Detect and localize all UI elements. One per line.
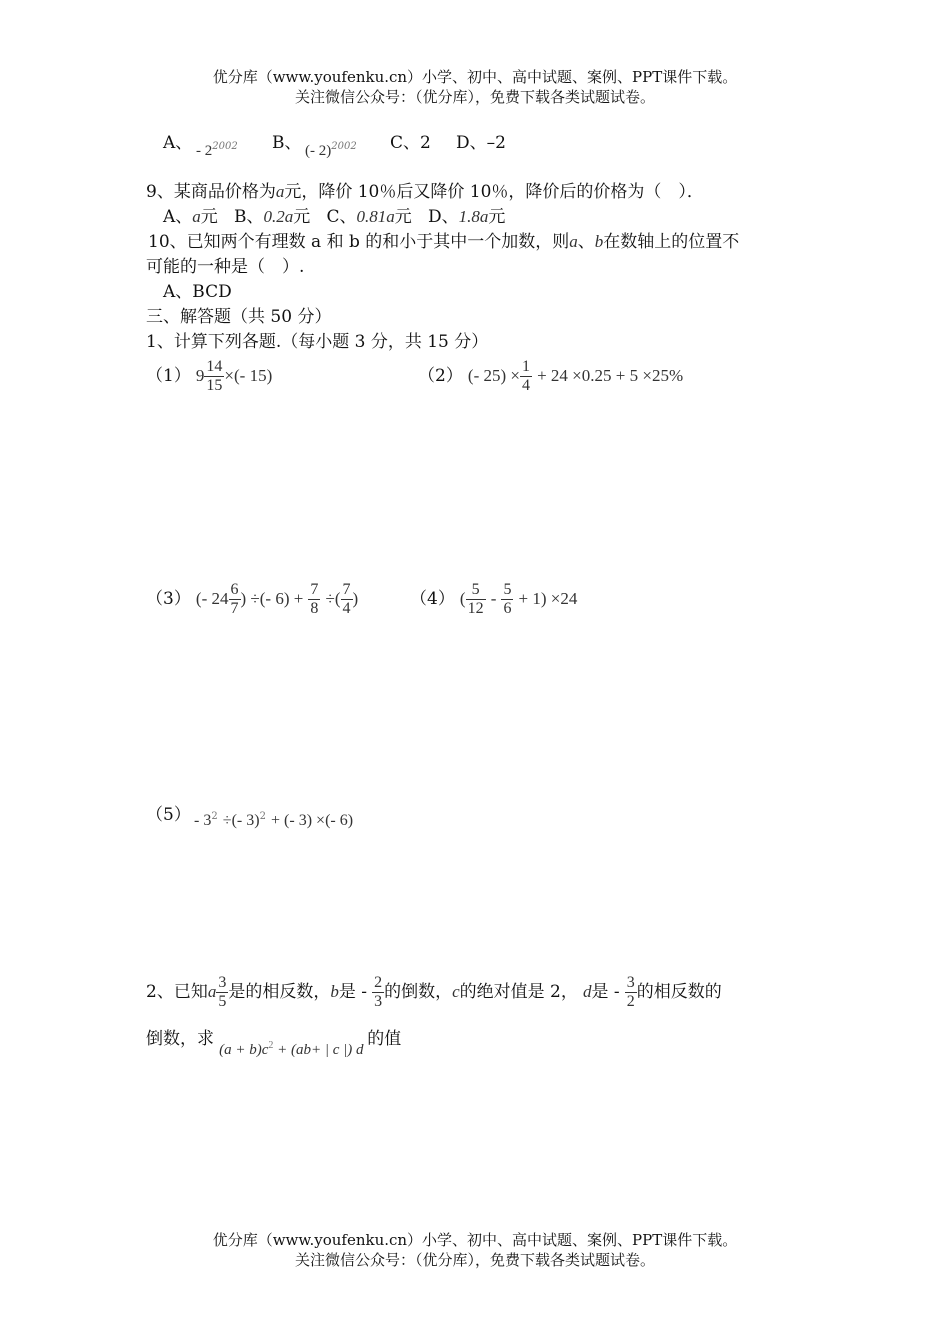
q10-options: A、BCD (163, 282, 232, 302)
header-line-1: 优分库（www.youfenku.cn）小学、初中、高中试题、案例、PPT课件下载。 (212, 68, 738, 86)
question-1-title: 1、计算下列各题.（每小题 3 分，共 15 分） (146, 332, 489, 352)
footer-line-1: 优分库（www.youfenku.cn）小学、初中、高中试题、案例、PPT课件下载。 (212, 1231, 738, 1249)
problem-1: （1） 9 $\frac{14}{15}$ ×(- 15) (146, 358, 273, 394)
q8-option-c: C、2 (390, 133, 431, 153)
footer-line-2: 关注微信公众号：（优分库），免费下载各类试题试卷。 (294, 1251, 655, 1269)
q8-option-b-label: B、 (272, 133, 302, 153)
problem-2: （2） (- 25) × $\frac{1}{4}$ + 24 ×0.25 + 5 ×25% (418, 358, 684, 394)
q8-option-a-label: A、 (163, 133, 193, 153)
q9-stem: 9、某商品价格为a元，降价 10％后又降价 10％，降价后的价格为（ ）． (146, 182, 704, 202)
q8-option-d: D、–2 (456, 133, 506, 153)
q10-stem: 10、已知两个有理数 a 和 b 的和小于其中一个加数，则a、b在数轴上的位置不 (148, 232, 740, 252)
problem-5-expr: - $3^2$ ÷(- 3)$^2$ + (- 3) ×(- 6) (194, 811, 354, 829)
problem-4: （4） ( $\frac{5}{12}$ - $\frac{5}{6}$ + 1) ×24 (410, 581, 578, 617)
question-2-expression: $(a + b)c^2 + (ab+$ | c |) d (219, 1040, 364, 1058)
q8-option-a-expr: - $2^{2002}$ (196, 141, 238, 159)
header-line-2: 关注微信公众号：（优分库），免费下载各类试题试卷。 (294, 88, 655, 106)
question-2-line-1: 2、已知a $\frac{3}{5}$ 是的相反数，b是 - $\frac{2}{3}$ 的倒数，c的绝对值是 2， d是 - $\frac{3}{2}$ 的相反数的 (146, 974, 722, 1010)
problem-3: （3） (- 24 $\frac{6}{7}$ ) ÷(- 6) + $\frac{7}{8}$ ÷( $\frac{7}{4}$ ) (146, 581, 359, 617)
section-3-title: 三、解答题（共 50 分） (146, 307, 332, 327)
q10-stem-line-2: 可能的一种是（ ）. (146, 257, 305, 277)
problem-5-label: （5） (146, 805, 191, 825)
q9-options: A、a元 B、0.2a元 C、0.81a元 D、1.8a元 (163, 207, 506, 227)
q8-option-b-expr: (- 2)$^{2002}$ (305, 141, 357, 159)
question-2-line-2: 倒数，求 $(a + b)c^2 + (ab+$ | c |) d 的值 (146, 1029, 402, 1058)
